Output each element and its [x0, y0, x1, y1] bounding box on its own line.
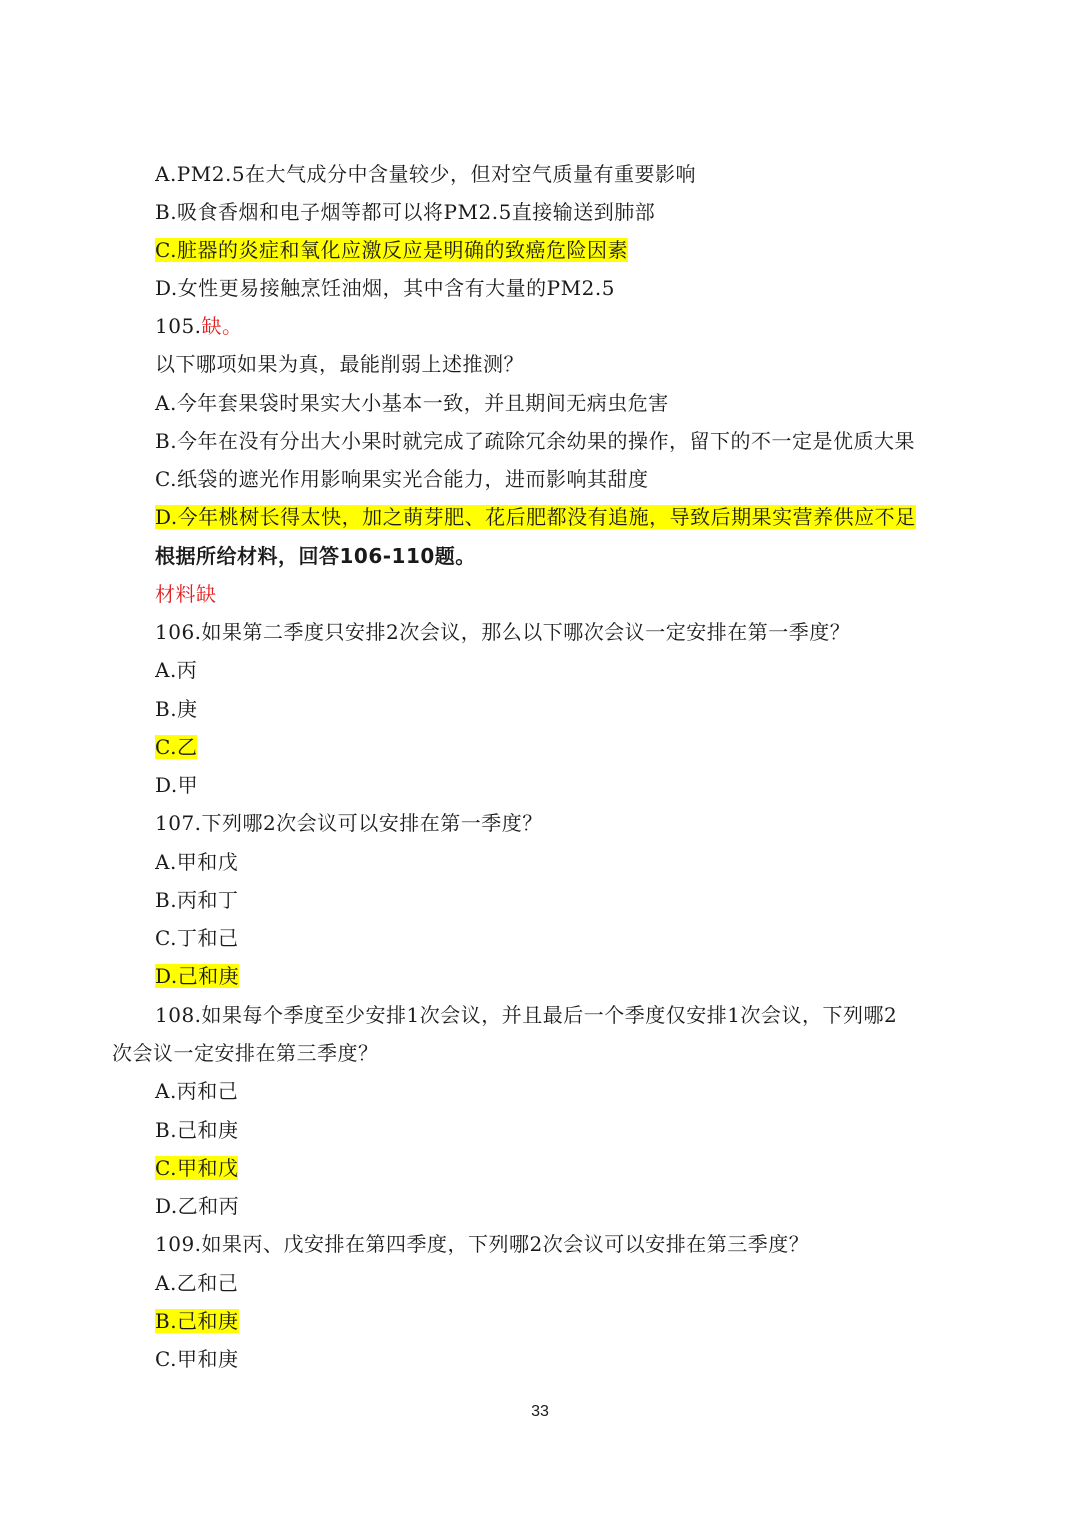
- answer-highlight: D.今年桃树长得太快，加之萌芽肥、花后肥都没有追施，导致后期果实营养供应不足: [155, 505, 916, 529]
- page-number: 33: [531, 1403, 549, 1420]
- q104-option-b: B.吸食香烟和电子烟等都可以将PM2.5直接输送到肺部: [155, 200, 656, 224]
- q106-option-c-answer: [155, 728, 197, 766]
- q108-option-d: D.乙和丙: [155, 1194, 240, 1218]
- q105-header: [155, 307, 243, 345]
- q108-option-b: B.己和庚: [155, 1118, 239, 1142]
- q104-option-d: D.女性更易接触烹饪油烟，其中含有大量的PM2.5: [155, 276, 615, 300]
- q106-option-b: B.庚: [155, 697, 198, 721]
- q106-option-a: A.丙: [155, 658, 198, 682]
- q108-option-a: A.丙和己: [155, 1079, 239, 1103]
- q109-option-a: A.乙和己: [155, 1271, 239, 1295]
- answer-highlight: C.乙: [155, 735, 198, 759]
- q105-option-a: A.今年套果袋时果实大小基本一致，并且期间无病虫危害: [155, 391, 669, 415]
- answer-highlight: C.甲和戊: [155, 1156, 239, 1180]
- answer-highlight: D.己和庚: [155, 964, 240, 988]
- q109-stem: 109.如果丙、戊安排在第四季度，下列哪2次会议可以安排在第三季度？: [155, 1232, 810, 1256]
- q107-option-d-answer: [155, 957, 239, 995]
- q104-option-c-answer: [155, 231, 628, 269]
- q108-option-c-answer: [155, 1149, 238, 1187]
- q104-option-a: A.PM2.5在大气成分中含量较少，但对空气质量有重要影响: [155, 162, 697, 186]
- q109-option-b-answer: [155, 1302, 239, 1340]
- q107-option-b: B.丙和丁: [155, 888, 239, 912]
- q109-option-c: C.甲和庚: [155, 1347, 239, 1371]
- q107-option-c: C.丁和己: [155, 926, 239, 950]
- q106-stem: 106.如果第二季度只安排2次会议，那么以下哪次会议一定安排在第一季度？: [155, 620, 851, 644]
- q105-option-b: B.今年在没有分出大小果时就完成了疏除冗余幼果的操作，留下的不一定是优质大果: [155, 429, 916, 453]
- q107-option-a: A.甲和戊: [155, 850, 239, 874]
- q105-option-d-answer: [155, 498, 916, 536]
- answer-highlight: C.脏器的炎症和氧化应激反应是明确的致癌危险因素: [155, 238, 628, 262]
- section-instruction: 根据所给材料，回答106-110题。: [155, 544, 476, 568]
- q105-option-c: C.纸袋的遮光作用影响果实光合能力，进而影响其甜度: [155, 467, 649, 491]
- q108-stem-line-1: 108.如果每个季度至少安排1次会议，并且最后一个季度仅安排1次会议，下列哪2: [155, 1003, 898, 1027]
- q107-stem: 107.下列哪2次会议可以安排在第一季度？: [155, 811, 543, 835]
- answer-highlight: B.己和庚: [155, 1309, 239, 1333]
- missing-note: 缺。: [201, 314, 243, 338]
- q105-stem: 以下哪项如果为真，最能削弱上述推测？: [155, 352, 524, 376]
- question-number: 105.: [155, 314, 202, 338]
- q106-option-d: D.甲: [155, 773, 199, 797]
- material-missing-note: 材料缺: [155, 582, 217, 606]
- q108-stem-line-2: 次会议一定安排在第三季度？: [112, 1041, 379, 1065]
